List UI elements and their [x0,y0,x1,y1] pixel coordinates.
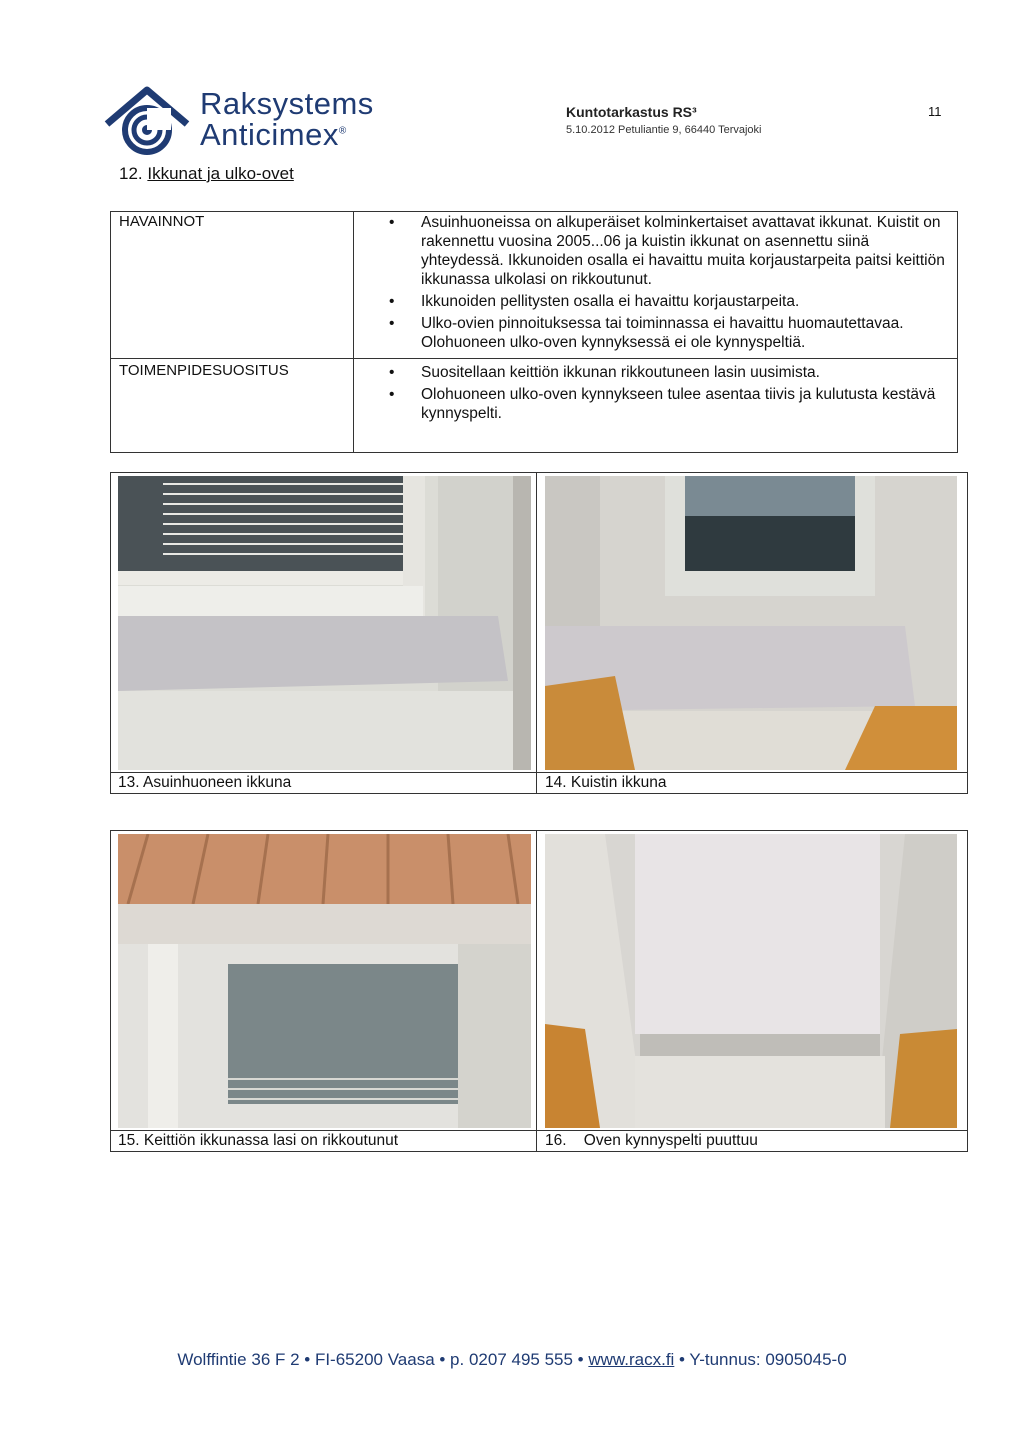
report-title: Kuntotarkastus RS³ [566,104,697,120]
caption-divider [110,772,968,773]
footer [0,1350,1024,1370]
photo-caption: 13. Asuinhuoneen ikkuna [118,774,292,791]
section-title: Ikkunat ja ulko-ovet [147,164,294,183]
observation-item: • Ikkunoiden pellitysten osalla ei havaittu korjaustarpeita. [373,292,953,311]
photo-caption: 14. Kuistin ikkuna [545,774,667,791]
recommendation-cell [373,363,953,426]
observations-cell [373,213,953,355]
footer-website-link[interactable]: www.racx.fi [588,1350,675,1369]
caption-divider [110,1130,968,1131]
photo-porch-window [545,476,957,770]
anticimex-logo-icon [102,86,192,156]
recommendation-label: TOIMENPIDESUOSITUS [119,362,289,379]
photo-grid-divider [536,472,537,794]
company-logo [102,84,402,156]
table-row-divider [111,358,957,359]
findings-table [110,211,958,453]
photo-caption: 15. Keittiön ikkunassa lasi on rikkoutunut [118,1132,399,1149]
recommendation-item: • Suositellaan keittiön ikkunan rikkoutuneen lasin uusimista. [373,363,953,382]
section-heading [119,164,294,184]
table-column-divider [353,212,354,452]
page-number: 11 [928,104,942,119]
section-number: 12. [119,164,143,183]
photo-door-threshold [545,834,957,1128]
observations-label: HAVAINNOT [119,213,205,230]
photo-living-room-window [118,476,531,770]
recommendation-item: • Olohuoneen ulko-oven kynnykseen tulee asentaa tiivis ja kulutusta kestävä kynnyspelti. [373,385,953,423]
footer-business-id: • Y-tunnus: 0905045-0 [674,1350,847,1369]
report-info: 5.10.2012 Petuliantie 9, 66440 Tervajoki [566,124,762,136]
observation-item: • Ulko-ovien pinnoituksessa tai toiminnassa ei havaittu huomautettavaa. Olohuoneen ulko-oven kynnyksessä ei ole kynnyspeltiä. [373,314,953,352]
footer-address: Wolffintie 36 F 2 • FI-65200 Vaasa • p. 0207 495 555 • [177,1350,589,1369]
observation-item: • Asuinhuoneissa on alkuperäiset kolminkertaiset avattavat ikkunat. Kuistit on rakennettu vuosina 2005...06 ja kuistin ikkunat on asennettu siinä yhteydessä. Ikkunoiden osalla ei havaittu muita korjaustarpeita paitsi keittiön ikkunassa ulkolasi on rikkoutunut. [373,213,953,289]
photo-grid-divider [536,830,537,1152]
brand-name-raksystems: Raksystems [200,86,374,121]
brand-name-anticimex: Anticimex® [200,117,347,152]
photo-kitchen-window [118,834,531,1128]
photo-caption: 16. Oven kynnyspelti puuttuu [545,1132,758,1149]
